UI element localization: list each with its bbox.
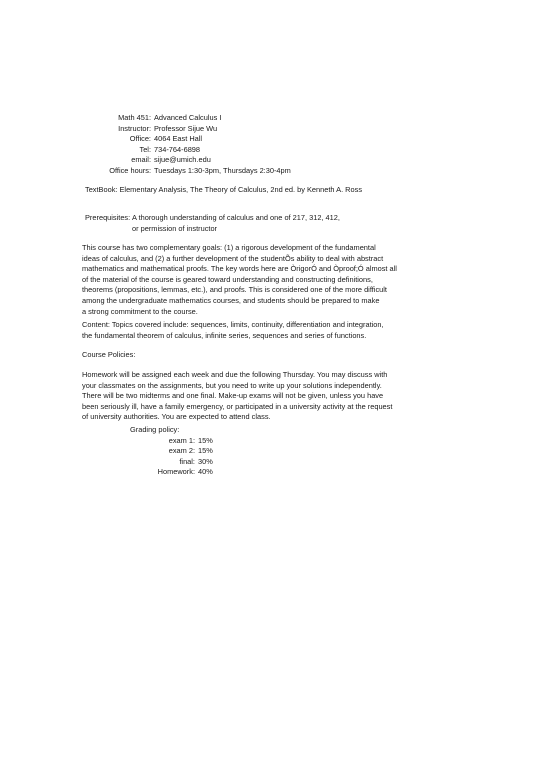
- grading-row-final: [0, 457, 550, 468]
- homework-paragraph: [82, 370, 482, 423]
- info-row-email: [0, 155, 550, 166]
- office-label: Office:: [129, 134, 151, 144]
- grading-item-value: 15%: [198, 435, 213, 445]
- paragraph-line: among the undergraduate mathematics courses, and students should be prepared to make: [82, 295, 380, 305]
- paragraph-line: a strong commitment to the course.: [82, 306, 198, 316]
- grading-row-exam2: [0, 446, 550, 457]
- paragraph-line: This course has two complementary goals: (1) a rigorous development of the fundamental: [82, 243, 376, 252]
- paragraph-line: of university authorities. You are expected to attend class.: [82, 412, 271, 422]
- grading-item-label: Homework:: [157, 467, 195, 477]
- info-row-office: [0, 134, 550, 145]
- heading-text: Course Policies:: [82, 350, 136, 359]
- grading-policy-title: Grading policy:: [130, 425, 180, 434]
- paragraph-line: Homework will be assigned each week and due the following Thursday. You may discuss with: [82, 370, 388, 379]
- prerequisites-text: [132, 213, 340, 234]
- paragraph-line: of the material of the course is geared toward understanding and constructing definitions,: [82, 274, 373, 284]
- course-number-label: Math 451:: [118, 113, 151, 122]
- info-row-office-hours: [0, 166, 550, 177]
- instructor-name: Professor Sijue Wu: [154, 123, 218, 133]
- course-goals-paragraph: [82, 243, 482, 317]
- office-hours-value: Tuesdays 1:30-3pm, Thursdays 2:30-4pm: [154, 165, 291, 175]
- prerequisites-label: Prerequisites:: [85, 213, 131, 222]
- grading-item-value: 30%: [198, 456, 213, 466]
- prerequisites-line: A thorough understanding of calculus and one of 217, 312, 412,: [132, 213, 340, 222]
- email-label: email:: [131, 155, 151, 165]
- course-info-table: [0, 113, 550, 177]
- content-paragraph: [82, 320, 482, 341]
- email-value: sijue@umich.edu: [154, 155, 211, 165]
- course-title: Advanced Calculus I: [154, 113, 222, 122]
- office-value: 4064 East Hall: [154, 134, 203, 144]
- prerequisites: [85, 213, 340, 234]
- paragraph-line: ideas of calculus, and (2) a further development of the studentÕs ability to deal with abstract: [82, 253, 384, 263]
- grading-row-exam1: [0, 436, 550, 447]
- info-row-tel: [0, 145, 550, 156]
- info-row-instructor: [0, 124, 550, 135]
- paragraph-line: There will be two midterms and one final. Make-up exams will not be given, unless you have: [82, 391, 384, 401]
- grading-item-label: final:: [179, 456, 195, 466]
- grading-policy: [0, 425, 550, 478]
- grading-item-value: 40%: [198, 467, 213, 477]
- paragraph-line: Content: Topics covered include: sequences, limits, continuity, differentiation and integration,: [82, 320, 384, 329]
- tel-value: 734-764-6898: [154, 144, 201, 154]
- tel-label: Tel:: [139, 144, 151, 154]
- grading-item-label: exam 1:: [168, 435, 195, 445]
- course-policies-heading: [82, 350, 482, 361]
- paragraph-line: been seriously ill, have a family emergency, or participated in a university activity at the request: [82, 401, 393, 411]
- prerequisites-line: or permission of instructor: [132, 223, 218, 233]
- info-row-course: [0, 113, 550, 124]
- textbook-line: TextBook: Elementary Analysis, The Theory of Calculus, 2nd ed. by Kenneth A. Ross: [85, 185, 363, 194]
- instructor-label: Instructor:: [118, 123, 151, 133]
- paragraph-line: the fundamental theorem of calculus, infinite series, sequences and series of functions.: [82, 330, 367, 340]
- grading-row-homework: [0, 467, 550, 478]
- paragraph-line: mathematics and mathematical proofs. The key words here are ÒrigorÓ and Òproof;Ó almost all: [82, 264, 397, 274]
- paragraph-line: your classmates on the assignments, but you need to write up your solutions independently.: [82, 380, 382, 390]
- grading-item-value: 15%: [198, 446, 213, 456]
- paragraph-line: theorems (propositions, lemmas, etc.), and proofs. This is considered one of the more difficult: [82, 285, 387, 295]
- grading-item-label: exam 2:: [168, 446, 195, 456]
- office-hours-label: Office hours:: [109, 165, 151, 175]
